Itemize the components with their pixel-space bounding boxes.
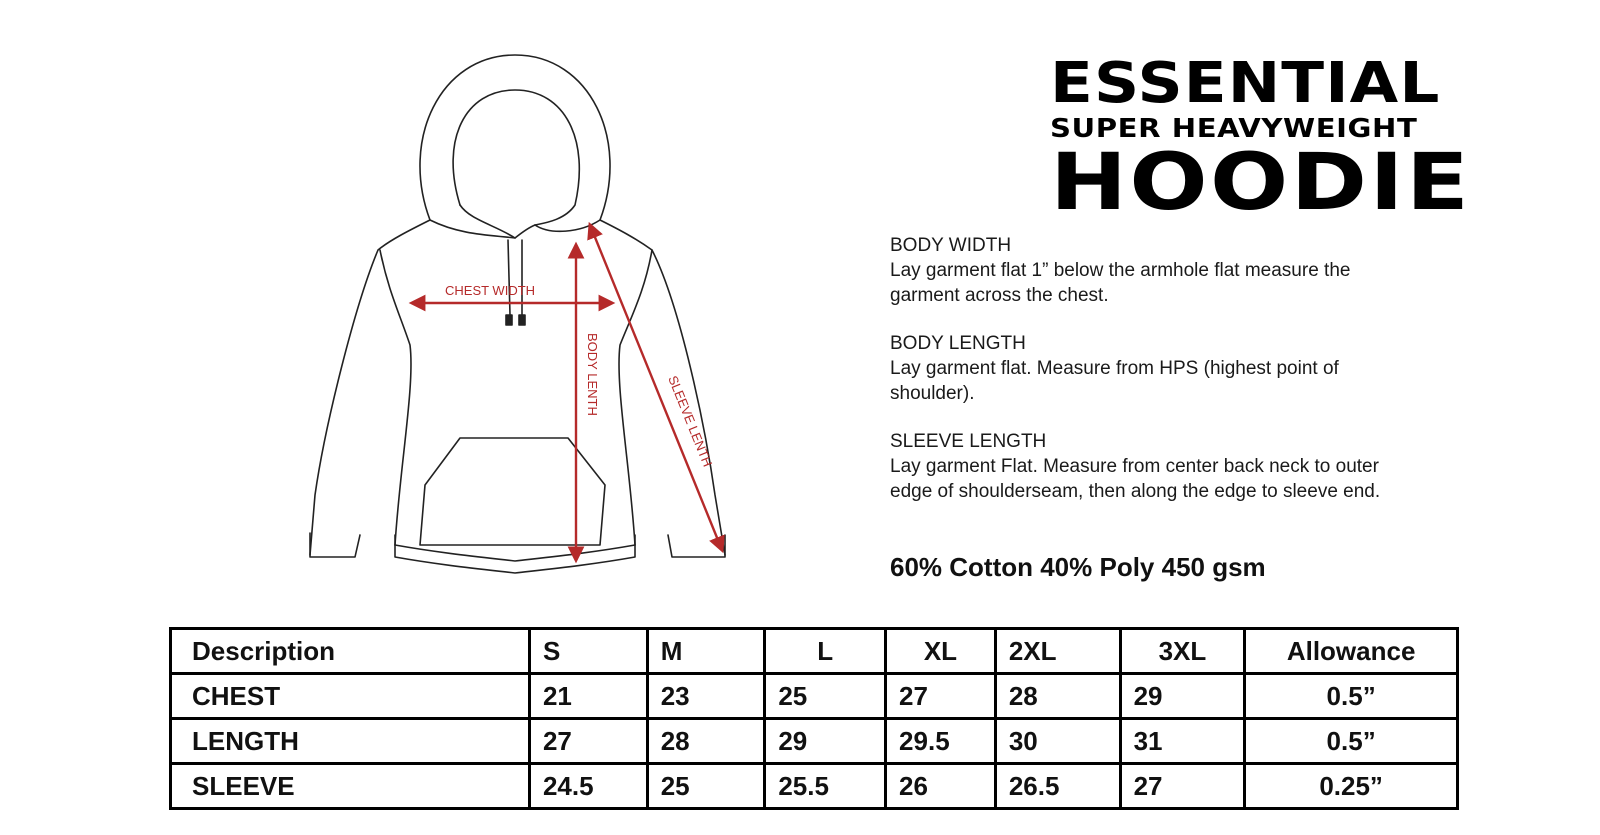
table-cell: 0.5”	[1245, 719, 1458, 764]
title-line-essential: ESSENTIAL	[1050, 51, 1441, 116]
table-cell: 29.5	[886, 719, 996, 764]
sleeve-length-arrow	[590, 225, 722, 550]
body-length-instructions	[890, 331, 1410, 406]
header-description: Description	[171, 629, 530, 674]
table-cell: 21	[529, 674, 647, 719]
row-label: LENGTH	[171, 719, 530, 764]
hoodie-outline	[310, 55, 725, 573]
sleeve-length-instructions	[890, 429, 1410, 504]
size-chart-table	[169, 627, 1459, 810]
body-width-instructions	[890, 233, 1410, 308]
table-cell: 26	[886, 764, 996, 809]
table-cell: 27	[886, 674, 996, 719]
table-cell: 0.5”	[1245, 674, 1458, 719]
title-line-hoodie: HOODIE	[1050, 138, 1472, 228]
table-cell: 30	[995, 719, 1120, 764]
header-size-2xl: 2XL	[995, 629, 1120, 674]
table-cell: 25	[647, 764, 765, 809]
row-label: SLEEVE	[171, 764, 530, 809]
table-cell: 31	[1120, 719, 1245, 764]
table-cell: 25.5	[765, 764, 886, 809]
sleeve-length-label: SLEEVE LENTH	[665, 373, 716, 469]
body-length-label: BODY LENTH	[585, 333, 600, 416]
table-cell: 29	[765, 719, 886, 764]
section-heading: BODY WIDTH	[890, 235, 1012, 256]
section-heading: BODY LENGTH	[890, 333, 1026, 354]
table-cell: 23	[647, 674, 765, 719]
header-size-m: M	[647, 629, 765, 674]
table-header-row	[171, 629, 1458, 674]
table-row	[171, 674, 1458, 719]
header-allowance: Allowance	[1245, 629, 1458, 674]
hoodie-measurement-diagram	[300, 45, 760, 605]
table-cell: 25	[765, 674, 886, 719]
chest-width-label: CHEST WIDTH	[445, 283, 536, 298]
section-body: Lay garment flat 1” below the armhole flat measure the garment across the chest.	[890, 260, 1351, 306]
table-row	[171, 719, 1458, 764]
table-cell: 24.5	[529, 764, 647, 809]
product-title	[1050, 51, 1472, 228]
table-cell: 28	[647, 719, 765, 764]
table-cell: 27	[529, 719, 647, 764]
header-size-xl: XL	[886, 629, 996, 674]
table-cell: 28	[995, 674, 1120, 719]
header-size-l: L	[765, 629, 886, 674]
header-size-s: S	[529, 629, 647, 674]
table-cell: 27	[1120, 764, 1245, 809]
table-cell: 0.25”	[1245, 764, 1458, 809]
table-row	[171, 764, 1458, 809]
fabric-composition: 60% Cotton 40% Poly 450 gsm	[890, 552, 1266, 582]
row-label: CHEST	[171, 674, 530, 719]
measurement-instructions	[890, 233, 1410, 527]
table-cell: 26.5	[995, 764, 1120, 809]
title-line-super-heavyweight: SUPER HEAVYWEIGHT	[1050, 114, 1418, 144]
section-heading: SLEEVE LENGTH	[890, 431, 1047, 452]
table-cell: 29	[1120, 674, 1245, 719]
section-body: Lay garment Flat. Measure from center back neck to outer edge of shoulderseam, then along the edge to sleeve end.	[890, 456, 1381, 502]
section-body: Lay garment flat. Measure from HPS (highest point of shoulder).	[890, 358, 1339, 404]
header-size-3xl: 3XL	[1120, 629, 1245, 674]
